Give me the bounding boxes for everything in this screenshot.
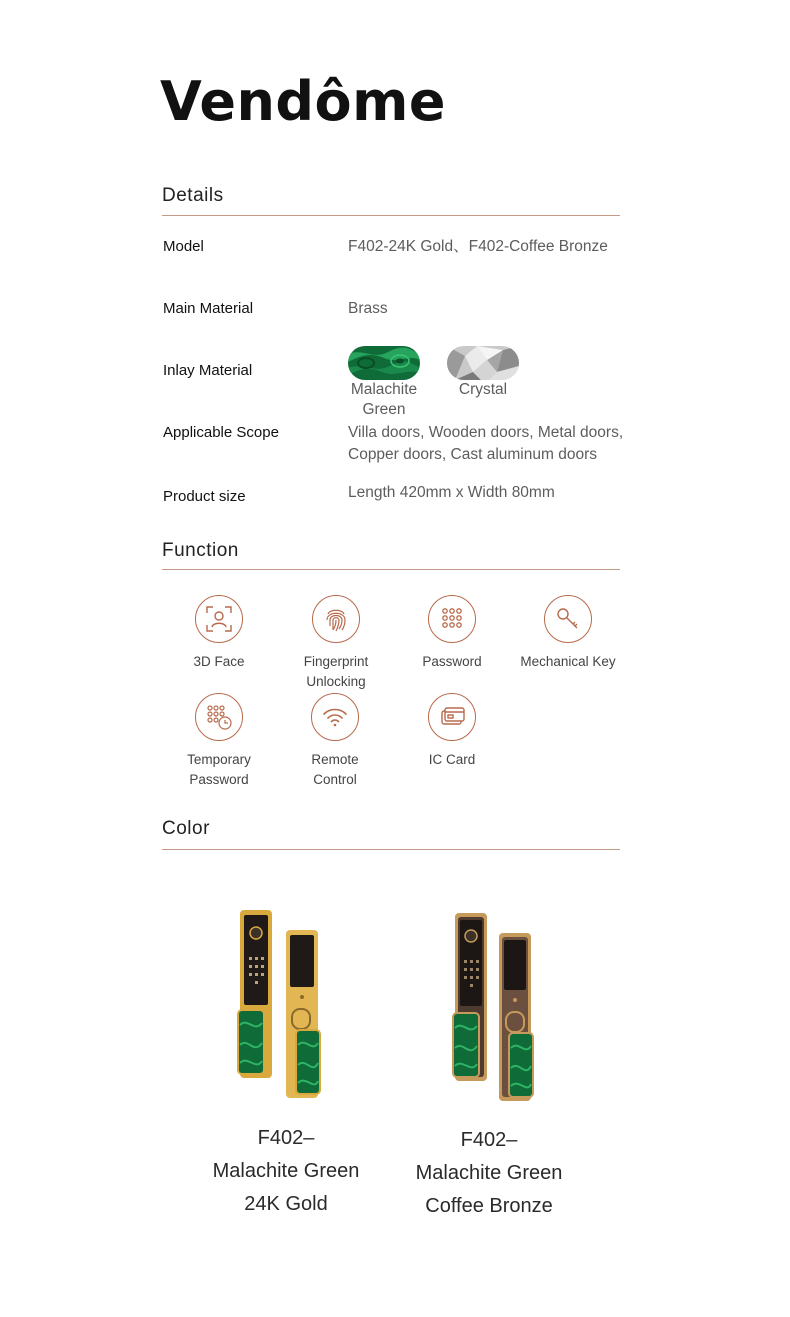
malachite-label: Malachite Green (350, 381, 418, 418)
wifi-icon (311, 693, 359, 741)
function-remote-control: Remote Control (280, 693, 390, 790)
main-material-value: Brass (348, 300, 388, 317)
product-size-label: Product size (163, 488, 246, 505)
details-divider (162, 215, 620, 216)
product-caption-coffee-bronze: F402– Malachite Green Coffee Bronze (415, 1129, 563, 1217)
function-fingerprint: Fingerprint Unlocking (281, 595, 391, 692)
details-heading: Details (162, 185, 224, 206)
malachite-swatch (348, 346, 420, 380)
color-heading: Color (162, 818, 210, 839)
product-caption-gold: F402– Malachite Green 24K Gold (212, 1127, 360, 1215)
page-title: Vendôme (160, 70, 447, 133)
function-3d-face: 3D Face (164, 595, 274, 672)
key-icon (544, 595, 592, 643)
function-temporary-password: Temporary Password (164, 693, 274, 790)
inlay-material-label: Inlay Material (163, 362, 253, 379)
product-image-coffee-bronze (445, 908, 545, 1108)
keypad-icon (428, 595, 476, 643)
function-mechanical-key: Mechanical Key (513, 595, 623, 672)
applicable-scope-label: Applicable Scope (163, 424, 279, 441)
crystal-label: Crystal (458, 381, 508, 398)
model-value: F402-24K Gold、F402-Coffee Bronze (348, 238, 608, 255)
function-heading: Function (162, 540, 239, 561)
product-image-gold (230, 905, 330, 1105)
color-divider (162, 849, 620, 850)
crystal-swatch (447, 346, 519, 380)
keypad-clock-icon (195, 693, 243, 741)
applicable-scope-value: Villa doors, Wooden doors, Metal doors, Copper doors, Cast aluminum doors (348, 424, 624, 463)
card-icon (428, 693, 476, 741)
face-scan-icon (195, 595, 243, 643)
fingerprint-icon (312, 595, 360, 643)
model-label: Model (163, 238, 204, 255)
product-size-value: Length 420mm x Width 80mm (348, 484, 555, 501)
main-material-label: Main Material (163, 300, 254, 317)
function-password: Password (397, 595, 507, 672)
function-divider (162, 569, 620, 570)
function-ic-card: IC Card (397, 693, 507, 770)
